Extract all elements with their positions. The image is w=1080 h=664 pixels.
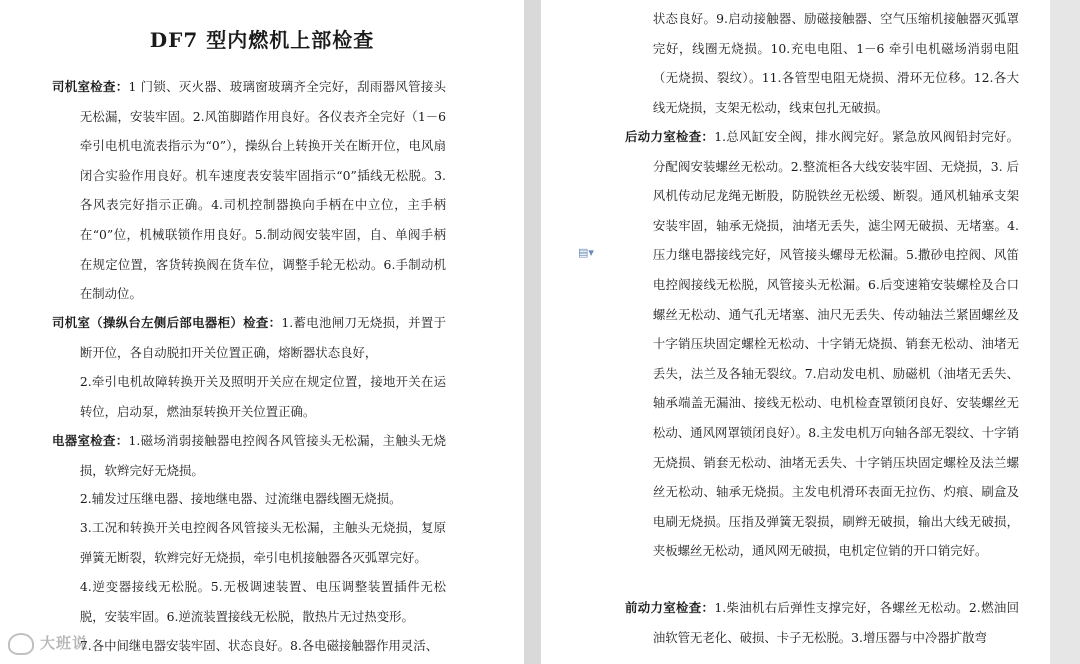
paragraph-rear-power-room-check: [625, 122, 1019, 566]
paragraph-cab-check: [52, 72, 446, 309]
paragraph-text: 2.辅发过压继电器、接地继电器、过流继电器线圈无烧损。: [79, 491, 402, 506]
paragraph-electric-cont: [625, 4, 1019, 122]
section-heading: 前动力室检查：: [625, 600, 715, 615]
watermark-text: 大班说: [40, 634, 89, 652]
paragraph-electric-item-7: [52, 631, 446, 661]
paragraph-cab-cabinet-cont: [52, 367, 446, 426]
paragraph-electric-item-4: [52, 572, 446, 631]
section-heading: 后动力室检查：: [625, 129, 715, 144]
paragraph-text: 7.各中间继电器安装牢固、状态良好。8.各电磁接触器作用灵活、: [79, 638, 439, 653]
paragraph-text: 1.总风缸安全阀，排水阀完好。紧急放风阀铅封完好。分配阀安装螺丝无松动。2.整流柜各大线安装牢固、无烧损，3. 后风机传动尼龙绳无断股，防脱铁丝无松缓、断裂。通风机轴承支架安装牢固，轴承无烧损，油堵无丢失，滤尘网无破损、无堵塞。4.压力继电器接线完好，风管接头螺母无松漏。5.撒砂电控阀、风笛电控阀接线无松脱，风管接头无松漏。6.后变速箱安装螺栓及合口螺丝无松动、通气孔无堵塞、油尺无丢失、传动轴法兰紧固螺丝及十字销压块固定螺栓无松动、十字销无烧损、销套无松动、油堵无丢失，法兰及各轴无裂纹。7.启动发电机、励磁机（油堵无丢失、轴承端盖无漏油、接线无松动、电机检查罩锁闭良好、安装螺丝无松动、通风网罩锁闭良好）。8.主发电机万向轴各部无裂纹、十字销无烧损、销套无松动、油堵无丢失、十字销压块固定螺栓及法兰螺丝无松动、轴承无烧损。主发电机滑环表面无拉伤、灼痕、刷盒及电刷无烧损。压指及弹簧无裂损，刷辫无破损，输出大线无破损，夹板螺丝无松动，通风网无破损，电机定位销的开口销完好。: [652, 129, 1020, 559]
document-page-right: [541, 0, 1050, 664]
paragraph-front-power-room-check: [625, 593, 1019, 652]
section-heading: 电器室检查：: [52, 433, 129, 448]
paragraph-electric-item-3: [52, 513, 446, 572]
paragraph-text: 2.牵引电机故障转换开关及照明开关应在规定位置，接地开关在运转位，启动泵，燃油泵转换开关位置正确。: [79, 374, 446, 419]
comment-marker-icon[interactable]: ▤▾: [578, 246, 594, 259]
paragraph-cab-cabinet-check: [52, 308, 446, 367]
paragraph-text: 3.工况和转换开关电控阀各风管接头无松漏，主触头无烧损，复原弹簧无断裂，软辫完好无烧损，牵引电机接触器各灭弧罩完好。: [79, 520, 446, 565]
section-heading: 司机室检查：: [52, 79, 129, 94]
document-page-left: [0, 0, 524, 664]
paragraph-text: 状态良好。9.启动接触器、励磁接触器、空气压缩机接触器灭弧罩完好，线圈无烧损。10.充电电阻、1－6 牵引电机磁场消弱电阻（无烧损、裂纹）。11.各管型电阻无烧损、滑环无位移。12.各大线无烧损，支架无松动，线束包扎无破损。: [652, 11, 1019, 115]
paragraph-electric-item-2: [52, 484, 446, 514]
paragraph-text: 1 门锁、灭火器、玻璃窗玻璃齐全完好，刮雨器风管接头无松漏，安装牢固。2.风笛脚踏作用良好。各仪表齐全完好（1－6 牵引电机电流表指示为“0”），操纵台上转换开关在断开位，电风扇闭合实验作用良好。机车速度表安装牢固指示“0”插线无松脱。3.各风表完好指示正确。4.司机控制器换向手柄在中立位，主手柄在“0”位，机械联锁作用良好。5.制动阀安装牢固，自、单阀手柄在规定位置，客货转换阀在货车位，调整手轮无松动。6.手制动机在制动位。: [79, 79, 446, 302]
watermark: [8, 632, 88, 655]
scrollbar-track[interactable]: [1050, 0, 1080, 664]
page-title: DF7 型内燃机上部检查: [149, 28, 375, 52]
section-heading: 司机室（操纵台左侧后部电器柜）检查：: [52, 315, 282, 330]
paragraph-text: 1.磁场消弱接触器电控阀各风管接头无松漏，主触头无烧损，软辫完好无烧损。: [79, 433, 446, 478]
paragraph-text: 1.柴油机右后弹性支撑完好，各螺丝无松动。2.燃油回油软管无老化、破损、卡子无松脱。3.增压器与中冷器扩散弯: [652, 600, 1019, 645]
watermark-logo-icon: [8, 633, 34, 655]
paragraph-text: 1.蓄电池闸刀无烧损，并置于断开位，各自动脱扣开关位置正确，熔断器状态良好，: [79, 315, 447, 360]
paragraph-electric-room-check: [52, 426, 446, 485]
paragraph-text: 4.逆变器接线无松脱。5.无极调速装置、电压调整装置插件无松脱，安装牢固。6.逆流装置接线无松脱，散热片无过热变形。: [79, 579, 446, 624]
